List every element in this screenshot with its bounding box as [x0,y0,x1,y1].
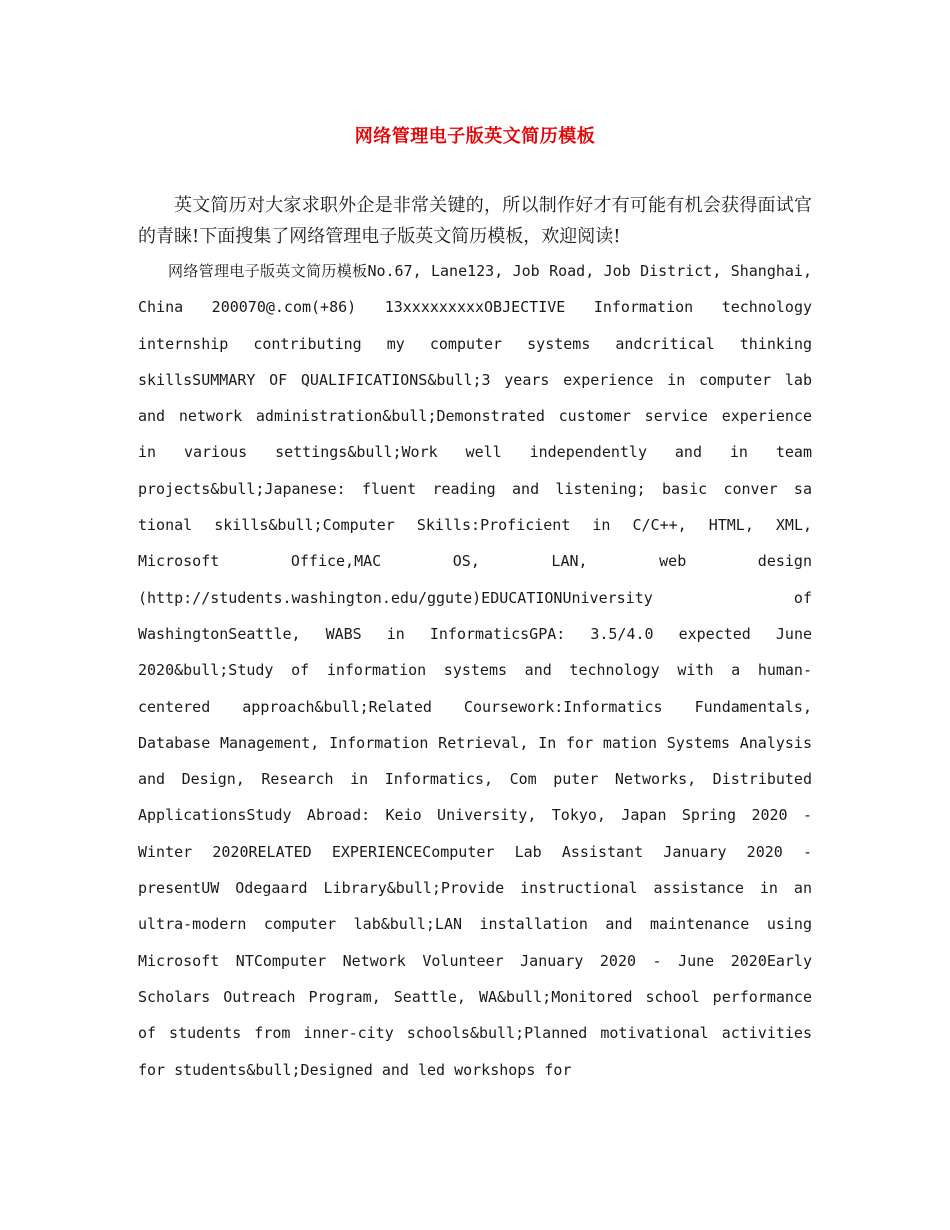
resume-paragraph: 网络管理电子版英文简历模板No.67, Lane123, Job Road, Job District, Shanghai, China 200070@.com(+86) 13xxxxxxxxxOBJECTIVE Information technology internship contributing my computer systems andcritical thinking skillsSUMMARY OF QUALIFICATIONS&bull;3 years experience in computer lab and network administration&bull;Demonstrated customer service experience in various settings&bull;Work well independently and in team projects&bull;Japanese: fluent reading and listening; basic conver sa tional skills&bull;Computer Skills:Proficient in C/C++, HTML, XML, Microsoft Office,MAC OS, LAN, web design (http://students.washington.edu/ggute)EDUCATIONUniversity of WashingtonSeattle, WABS in InformaticsGPA: 3.5/4.0 expected June 2020&bull;Study of information systems and technology with a human-centered approach&bull;Related Coursework:Informatics Fundamentals, Database Management, Information Retrieval, In for mation Systems Analysis and Design, Research in Informatics, Com puter Networks, Distributed ApplicationsStudy Abroad: Keio University, Tokyo, Japan Spring 2020 - Winter 2020RELATED EXPERIENCEComputer Lab Assistant January 2020 - presentUW Odegaard Library&bull;Provide instructional assistance in an ultra-modern computer lab&bull;LAN installation and maintenance using Microsoft NTComputer Network Volunteer January 2020 - June 2020Early Scholars Outreach Program, Seattle, WA&bull;Monitored school performance of students from inner-city schools&bull;Planned motivational activities for students&bull;Designed and led workshops for [138,262,812,1079]
document-title: 网络管理电子版英文简历模板 [354,126,596,147]
intro-paragraph: 英文简历对大家求职外企是非常关键的，所以制作好才有可能有机会获得面试官的青睐!下面搜集了网络管理电子版英文简历模板，欢迎阅读! [138,195,812,247]
document-body [138,190,812,1088]
